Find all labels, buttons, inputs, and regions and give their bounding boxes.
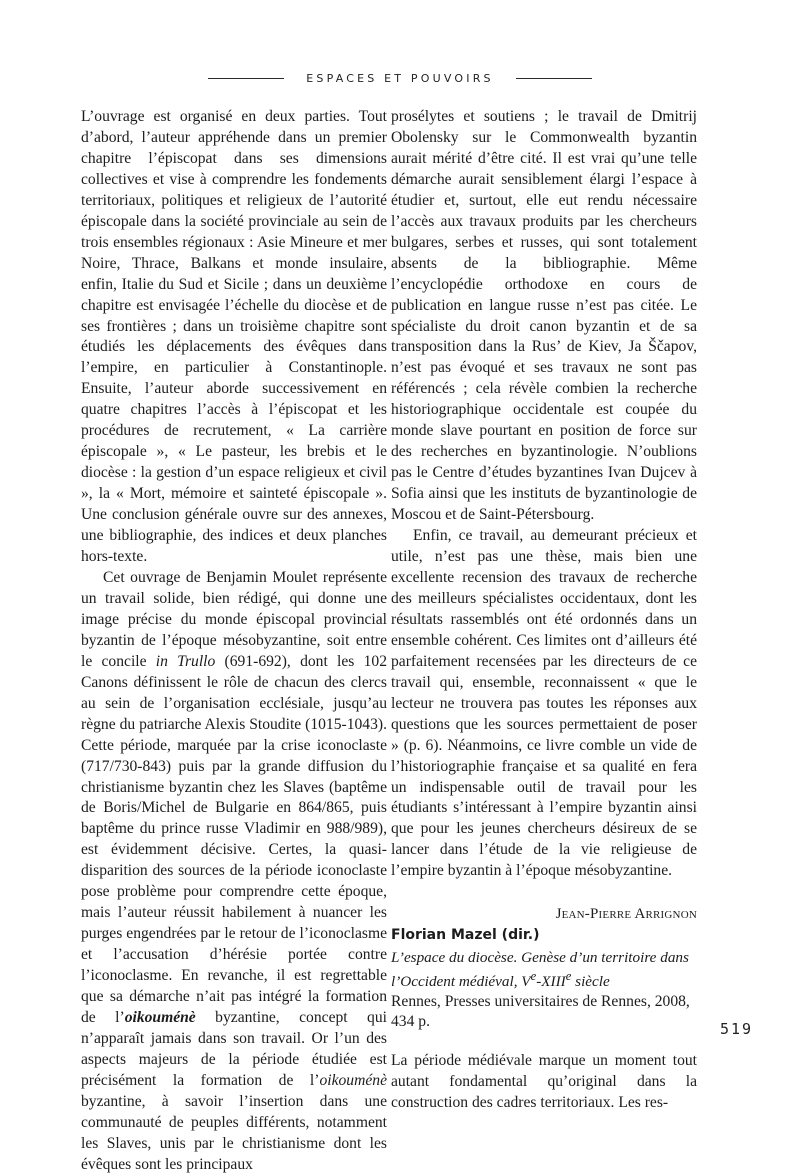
- book-title: [391, 948, 697, 992]
- right-paragraph-2: Enfin, ce travail, au demeurant précieux et utile, n’est pas une thèse, mais bien une excellente recension des travaux de recherche des meilleurs spécialistes occidentaux, dont les résultats rassemblés ont été ordonnés dans un ensemble cohérent. Ces limites ont d’ailleurs été parfaitement recensées par les directeurs de ce travail qui, ensemble, reconnaissent « que le lecteur ne trouvera pas toutes les réponses aux questions que les sources permettaient de poser » (p. 6). Néanmoins, ce livre comble un vide de l’historiographie française et sa qualité en fera un indispensable outil de travail pour les étudiants s’intéressant à l’empire byzantin ainsi que pour les jeunes chercheurs désireux de se lancer dans l’étude de la vie religieuse de l’empire byzantin à l’époque mésobyzantine.: [391, 527, 697, 880]
- p2-italic-oikoumene-2: oikouménè: [319, 1071, 387, 1089]
- book-author: Florian Mazel (dir.): [391, 927, 540, 944]
- book-title-a: L’espace du diocèse. Genèse d’un territoire dans l’Occident médiéval, V: [391, 948, 689, 991]
- book-title-b: -XIII: [536, 973, 566, 991]
- book-title-c: siècle: [571, 973, 610, 991]
- p2-text-b: (691-692), dont les 102 Canons définissent le rôle de chacun des clercs au sein de l’organisation ecclésiale, jusqu’au règne du patriarche Alexis Stoudite (1015-1043). Cette période, marquée par la crise iconoclaste (717/730-843) puis par la grande diffusion du christianisme byzantin chez les Slaves (baptême de Boris/Michel de Bulgarie en 864/865, puis baptême du prince russe Vladimir en 988/989), est évidemment décisive. Certes, la quasi-disparition des sources de la période iconoclaste pose problème pour comprendre cette époque, mais l’auteur réussit habilement à nuancer les purges engendrées par le retour de l’iconoclasme et l’accusation d’hérésie portée contre l’iconoclasme. En revanche, il est regrettable que sa démarche n’ait pas intégré la formation de l’: [81, 652, 388, 1026]
- p2-italic-in-trullo: in Trullo: [155, 652, 216, 670]
- p2-text-d: byzantine, à savoir l’insertion dans une communauté de peuples différents, notamment les Slaves, unis par le christianisme dont les évêques sont les principaux: [81, 1092, 387, 1173]
- right-paragraph-1: prosélytes et soutiens ; le travail de Dmitrij Obolensky sur le Commonwealth byzantin aurait mérité d’être cité. Il est vrai qu’une telle démarche aurait sensiblement élargi l’espace à étudier et, surtout, elle eut rendu nécessaire l’accès aux travaux produits par les chercheurs bulgares, serbes et russes, qui sont totalement absents de la bibliographie. Même l’encyclopédie orthodoxe en cours de publication en langue russe n’est pas citée. Le spécialiste du droit canon byzantin et de sa transposition dans la Rus’ de Kiev, Ja Ščapov, n’est pas évoqué et ses travaux ne sont pas référencés ; cela révèle combien la recherche historiographique occidentale est coupée du monde slave pourtant en position de force sur des recherches en byzantinologie. N’oublions pas le Centre d’études byzantines Ivan Dujcev à Sofia ainsi que les instituts de byzantinologie de Moscou et de Saint-Pétersbourg.: [391, 108, 697, 524]
- next-review-paragraph: La période médiévale marque un moment tout autant fondamental qu’original dans la construction des cadres territoriaux. Les res-: [391, 1052, 697, 1111]
- page-number: 519: [720, 1020, 754, 1038]
- header-rule-left: [208, 78, 284, 79]
- header-rule-right: [516, 78, 592, 79]
- running-title: ESPACES ET POUVOIRS: [306, 71, 494, 85]
- p2-text-c: byzantine, concept qui n’apparaît jamais dans son travail. Or l’un des aspects majeurs de la période étudiée est précisément la formation de l’: [81, 1008, 387, 1089]
- book-publisher: Rennes, Presses universitaires de Rennes, 2008, 434 p.: [391, 992, 690, 1031]
- p2-italic-oikoumene-1: oikouménè: [124, 1008, 196, 1026]
- left-paragraph-1: L’ouvrage est organisé en deux parties. Tout d’abord, l’auteur appréhende dans un premier chapitre l’épiscopat dans ses dimensions collectives et vise à comprendre les fondements territoriaux, politiques et religieux de l’autorité épiscopale dans la société provinciale au sein de trois ensembles régionaux : Asie Mineure et mer Noire, Thrace, Balkans et monde insulaire, enfin, Italie du Sud et Sicile ; dans un deuxième chapitre est envisagée l’échelle du diocèse et de ses frontières ; dans un troisième chapitre sont étudiés les déplacements des évêques dans l’empire, en particulier à Constantinople. Ensuite, l’auteur aborde successivement en quatre chapitres l’accès à l’épiscopat et les procédures de recrutement, « La carrière épiscopale », « Le pasteur, les brebis et le diocèse : la gestion d’un espace religieux et civil », la « Mort, mémoire et sainteté épiscopale ». Une conclusion générale ouvre sur des annexes, une bibliographie, des indices et deux planches hors-texte.: [81, 108, 387, 566]
- p2-text-a: Cet ouvrage de Benjamin Moulet représente un travail solide, bien rédigé, qui donne une image précise du monde épiscopal provincial byzantin de l’époque mésobyzantine, soit entre le concile: [81, 568, 387, 670]
- review-signature: Jean-Pierre Arrignon: [555, 906, 697, 923]
- left-column: [81, 107, 387, 1176]
- right-column: [391, 107, 697, 1114]
- book-reference: [391, 925, 697, 1033]
- book-title-sup-2: e: [565, 969, 572, 984]
- left-paragraph-2: [81, 568, 387, 1176]
- book-title-sup-1: e: [530, 969, 537, 984]
- running-header: [190, 68, 610, 88]
